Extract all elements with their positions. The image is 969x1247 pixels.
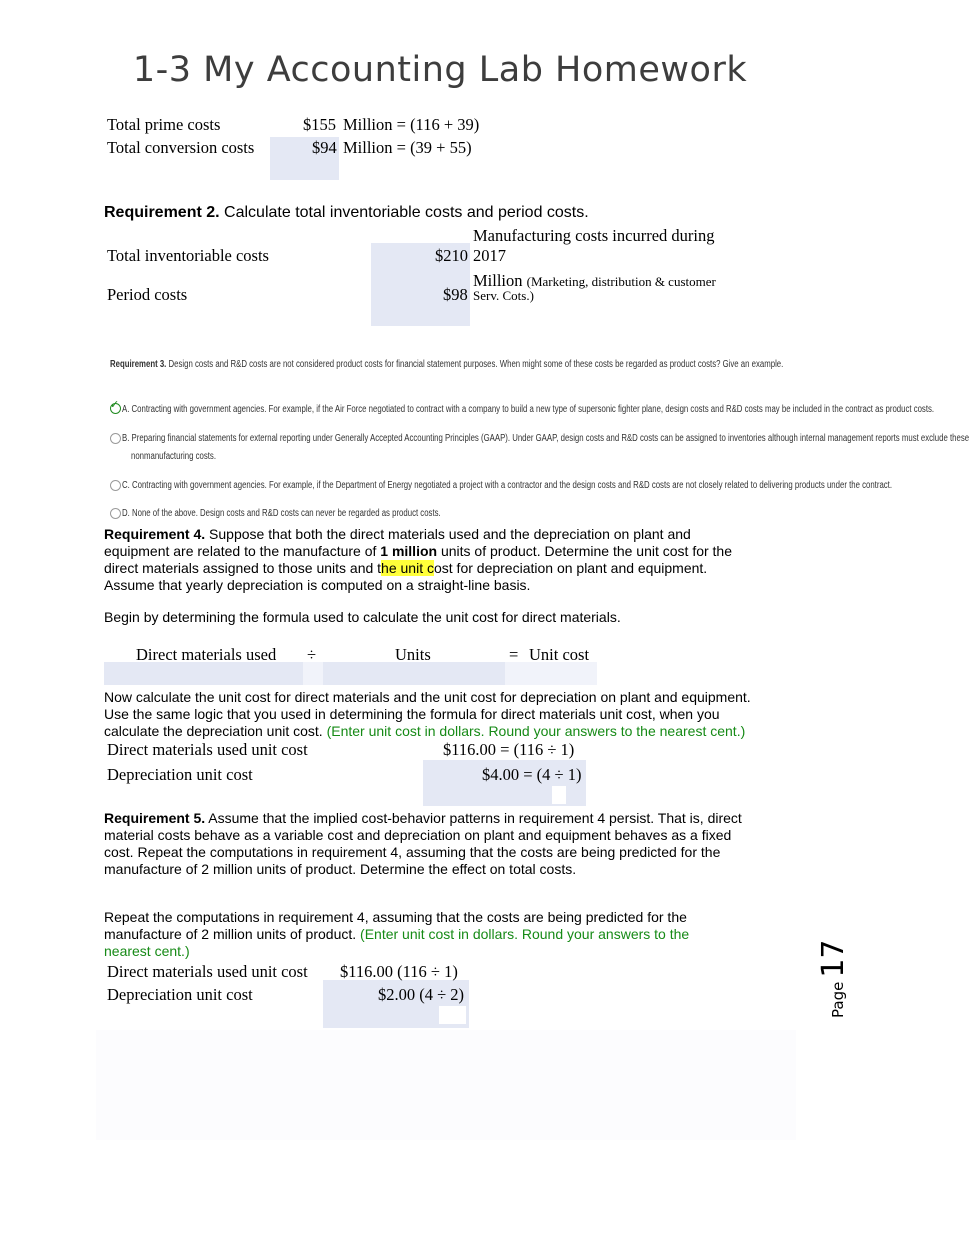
period-note-small: (Marketing, distribution & customer [526,274,716,289]
dm-unit-cost-label: Direct materials used unit cost [107,740,308,759]
option-b-text [122,433,969,444]
req4-line2-a: equipment are related to the manufacture of [104,543,381,559]
blank-content-area [96,1030,796,1140]
now-line1: Now calculate the unit cost for direct materials and the unit cost for depreciation on plant and equipment. [104,689,751,705]
req3-question-text: Design costs and R&D costs are not considered product costs for financial statement purposes. When might some of these costs be regarded as product costs? Give an example. [168,359,784,370]
formula-equals-sign: = [509,645,519,664]
req4-line3-b: ost for depreciation on plant and equipment. [433,560,708,576]
inv-costs-value: $210 [435,246,468,265]
formula-cell-2 [323,662,505,685]
formula-units: Units [395,645,431,664]
repeat-line2-text: manufacture of 2 million units of product. [104,926,357,942]
now-paragraph [104,689,804,740]
req5-dep-value: $2.00 (4 ÷ 2) [378,985,465,1004]
repeat-hint-line2: nearest cent.) [104,943,190,959]
repeat-paragraph [104,909,794,960]
checkmark-icon: ✓ [110,398,120,411]
req4-heading-bold: Requirement 4. [104,526,206,542]
req2-heading-text: Calculate total inventoriable costs and period costs. [224,204,589,221]
period-note-line2: Serv. Cots.) [473,288,534,303]
radio-option-b[interactable] [110,433,121,444]
req2-heading [104,204,589,222]
dm-unit-cost-value: $116.00 = (116 ÷ 1) [443,740,575,759]
conversion-costs-note: Million = (39 + 55) [343,138,472,157]
option-d-key: D. [122,508,130,519]
now-hint: (Enter unit cost in dollars. Round your answers to the nearest cent.) [326,723,746,739]
req4-paragraph [104,526,784,594]
option-d-label: None of the above. Design costs and R&D costs can never be regarded as product costs. [131,508,441,519]
formula-divide-sign: ÷ [307,645,317,664]
req4-line1-text: Suppose that both the direct materials used and the depreciation on plant and [209,526,691,542]
formula-unit-cost: Unit cost [529,645,590,664]
option-a-label: Contracting with government agencies. For example, if the Air Force negotiated to contract with a company to build a new type of supersonic fighter plane, design costs and R&D costs may be included in the contract as product costs. [131,404,935,415]
req4-line2-b: units of product. Determine the unit cost for the [437,543,733,559]
formula-direct-materials: Direct materials used [136,645,277,664]
req4-line3-a: direct materials assigned to those units and t [104,560,382,576]
radio-option-d[interactable] [110,508,121,519]
req2-heading-bold: Requirement 2. [104,204,220,221]
req5-line1 [104,810,794,827]
req5-line1-text: Assume that the implied cost-behavior patterns in requirement 4 persist. That is, direct [208,810,742,826]
now-line3 [104,723,804,740]
req4-line3 [104,560,784,577]
page-word: Page [829,981,847,1018]
inv-note-line2: 2017 [473,246,506,265]
req4-line2-bold: 1 million [380,543,438,559]
req5-line2: material costs behave as a variable cost and depreciation on plant and equipment behaves as a fixed [104,827,732,843]
req4-line4: Assume that yearly depreciation is computed on a straight-line basis. [104,577,531,593]
req5-dep-label: Depreciation unit cost [107,985,253,1004]
radio-option-c[interactable] [110,480,121,491]
inv-costs-label: Total inventoriable costs [107,246,269,265]
blank-answer-box[interactable] [552,786,566,804]
option-b-label: Preparing financial statements for external reporting under Generally Accepted Accounting Principles (GAAP). Under GAAP, design costs and R&D costs can be assigned to inventories although internal management reports must exclude these [131,433,969,444]
option-a-text [122,404,934,415]
repeat-line2 [104,926,794,943]
now-line2: Use the same logic that you used in determining the formula for direct materials unit cost, when you [104,706,720,722]
repeat-line1: Repeat the computations in requirement 4, assuming that the costs are being predicted for the [104,909,687,925]
repeat-hint: (Enter unit cost in dollars. Round your answers to the [360,926,690,942]
page-number [816,898,851,1018]
dep-unit-cost-label: Depreciation unit cost [107,765,253,784]
dep-unit-cost-value: $4.00 = (4 ÷ 1) [482,765,582,784]
option-c-key: C. [122,480,130,491]
blank-answer-box[interactable] [439,1006,466,1024]
page-title: 1-3 My Accounting Lab Homework [132,50,748,90]
req4-line2 [104,543,784,560]
prime-costs-value: $155 [303,115,336,134]
req5-dm-value: $116.00 (116 ÷ 1) [340,962,458,981]
req5-heading-bold: Requirement 5. [104,810,206,826]
option-a-key: A. [122,404,130,415]
inv-note-line1: Manufacturing costs incurred during [473,226,715,245]
req5-line3: cost. Repeat the computations in requirement 4, assuming that the costs are being predicted for the [104,844,721,860]
option-b-text-line2: nonmanufacturing costs. [131,451,216,462]
formula-cell-1 [104,662,303,685]
req4-line1 [104,526,784,543]
option-b-key: B. [122,433,130,444]
period-note-word: Million [473,271,523,290]
begin-text: Begin by determining the formula used to calculate the unit cost for direct materials. [104,609,621,625]
conversion-costs-label: Total conversion costs [107,138,255,157]
period-costs-value: $98 [443,285,468,304]
period-costs-label: Period costs [107,285,188,304]
conversion-costs-value: $94 [312,138,337,157]
prime-costs-label: Total prime costs [107,115,221,134]
req3-question [110,359,783,370]
req5-dm-label: Direct materials used unit cost [107,962,308,981]
option-c-text [122,480,892,491]
option-c-label: Contracting with government agencies. For example, if the Department of Energy negotiated a project with a contractor and the design costs and R&D costs are not closely related to delivering products under the contract. [131,480,893,491]
option-d-text [122,508,441,519]
req5-line4: manufacture of 2 million units of product. Determine the effect on total costs. [104,861,577,877]
now-line3-text: calculate the depreciation unit cost. [104,723,323,739]
req3-question-bold: Requirement 3. [110,359,167,370]
req5-paragraph [104,810,794,878]
page-number-value: 17 [816,939,851,978]
prime-costs-note: Million = (116 + 39) [343,115,480,134]
highlighted-text: he unit c [381,560,434,576]
